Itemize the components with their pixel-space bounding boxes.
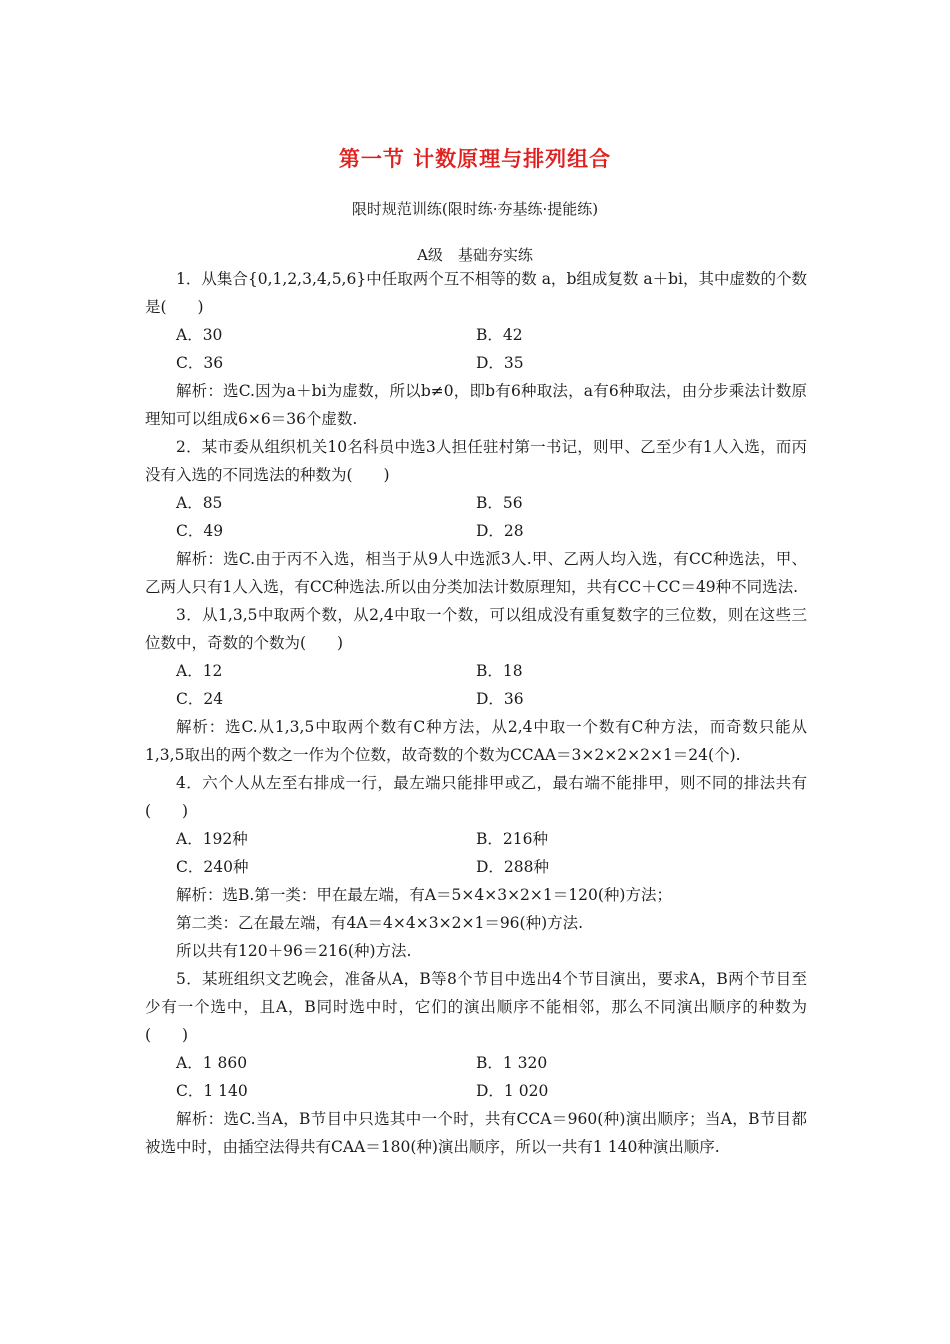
option-row <box>145 321 807 349</box>
question-stem: 3．从1,3,5中取两个数，从2,4中取一个数，可以组成没有重复数字的三位数，则在这些三位数中，奇数的个数为( ) <box>145 606 807 652</box>
question-list <box>145 265 807 1161</box>
question-stem: 1．从集合{0,1,2,3,4,5,6}中任取两个互不相等的数 a，b组成复数 a＋bi，其中虚数的个数是( ) <box>145 270 807 316</box>
option-row <box>145 825 807 853</box>
solution-text: 解析：选C.从1,3,5中取两个数有C种方法，从2,4中取一个数有C种方法，而奇数只能从1,3,5取出的两个数之一作为个位数，故奇数的个数为CCAA＝3×2×2×2×1＝24(个). <box>145 718 807 764</box>
option-b: B．42 <box>476 326 523 344</box>
option-row <box>145 1049 807 1077</box>
option-c: C．36 <box>176 354 224 372</box>
option-b: B．18 <box>476 662 523 680</box>
option-row <box>145 517 807 545</box>
option-c: C．240种 <box>176 858 249 876</box>
option-a: A．192种 <box>176 830 248 848</box>
solution-text: 解析：选C.因为a＋bi为虚数，所以b≠0，即b有6种取法，a有6种取法，由分步乘法计数原理知可以组成6×6＝36个虚数. <box>145 382 807 428</box>
option-a: A．85 <box>176 494 223 512</box>
option-c: C．24 <box>176 690 224 708</box>
solution-text: 第二类：乙在最左端，有4A＝4×4×3×2×1＝96(种)方法. <box>176 914 584 932</box>
question-item <box>145 601 807 769</box>
question-stem: 4．六个人从左至右排成一行，最左端只能排甲或乙，最右端不能排甲，则不同的排法共有( ) <box>145 774 807 820</box>
question-stem: 2．某市委从组织机关10名科员中选3人担任驻村第一书记，则甲、乙至少有1人入选，而丙没有入选的不同选法的种数为( ) <box>145 438 807 484</box>
question-item <box>145 265 807 433</box>
solution-text: 解析：选C.由于丙不入选，相当于从9人中选派3人.甲、乙两人均入选，有CC种选法，甲、乙两人只有1人入选，有CC种选法.所以由分类加法计数原理知，共有CC＋CC＝49种不同选法. <box>145 550 807 596</box>
section-heading: A级 基础夯实练 <box>417 246 533 264</box>
option-row <box>145 489 807 517</box>
option-row <box>145 685 807 713</box>
option-d: D．1 020 <box>476 1082 549 1100</box>
option-d: D．28 <box>476 522 524 540</box>
option-c: C．49 <box>176 522 224 540</box>
question-stem: 5．某班组织文艺晚会，准备从A，B等8个节目中选出4个节目演出，要求A，B两个节目至少有一个选中，且A，B同时选中时，它们的演出顺序不能相邻，那么不同演出顺序的种数为( ) <box>145 970 807 1044</box>
option-row <box>145 853 807 881</box>
option-d: D．36 <box>476 690 524 708</box>
option-a: A．30 <box>176 326 223 344</box>
option-a: A．1 860 <box>176 1054 248 1072</box>
option-c: C．1 140 <box>176 1082 248 1100</box>
option-b: B．216种 <box>476 830 548 848</box>
page-subtitle: 限时规范训练(限时练·夯基练·提能练) <box>351 200 599 218</box>
option-row <box>145 349 807 377</box>
option-row <box>145 657 807 685</box>
question-item <box>145 965 807 1161</box>
option-d: D．35 <box>476 354 524 372</box>
option-b: B．1 320 <box>476 1054 548 1072</box>
solution-text: 解析：选B.第一类：甲在最左端，有A＝5×4×3×2×1＝120(种)方法； <box>176 886 672 904</box>
solution-text: 解析：选C.当A，B节目中只选其中一个时，共有CCA＝960(种)演出顺序；当A，B节目都被选中时，由插空法得共有CAA＝180(种)演出顺序，所以一共有1 140种演出顺序. <box>145 1110 807 1156</box>
question-item <box>145 769 807 965</box>
option-b: B．56 <box>476 494 523 512</box>
question-item <box>145 433 807 601</box>
option-row <box>145 1077 807 1105</box>
page-title: 第一节 计数原理与排列组合 <box>338 147 612 171</box>
solution-text: 所以共有120＋96＝216(种)方法. <box>176 942 412 960</box>
option-d: D．288种 <box>476 858 550 876</box>
option-a: A．12 <box>176 662 223 680</box>
